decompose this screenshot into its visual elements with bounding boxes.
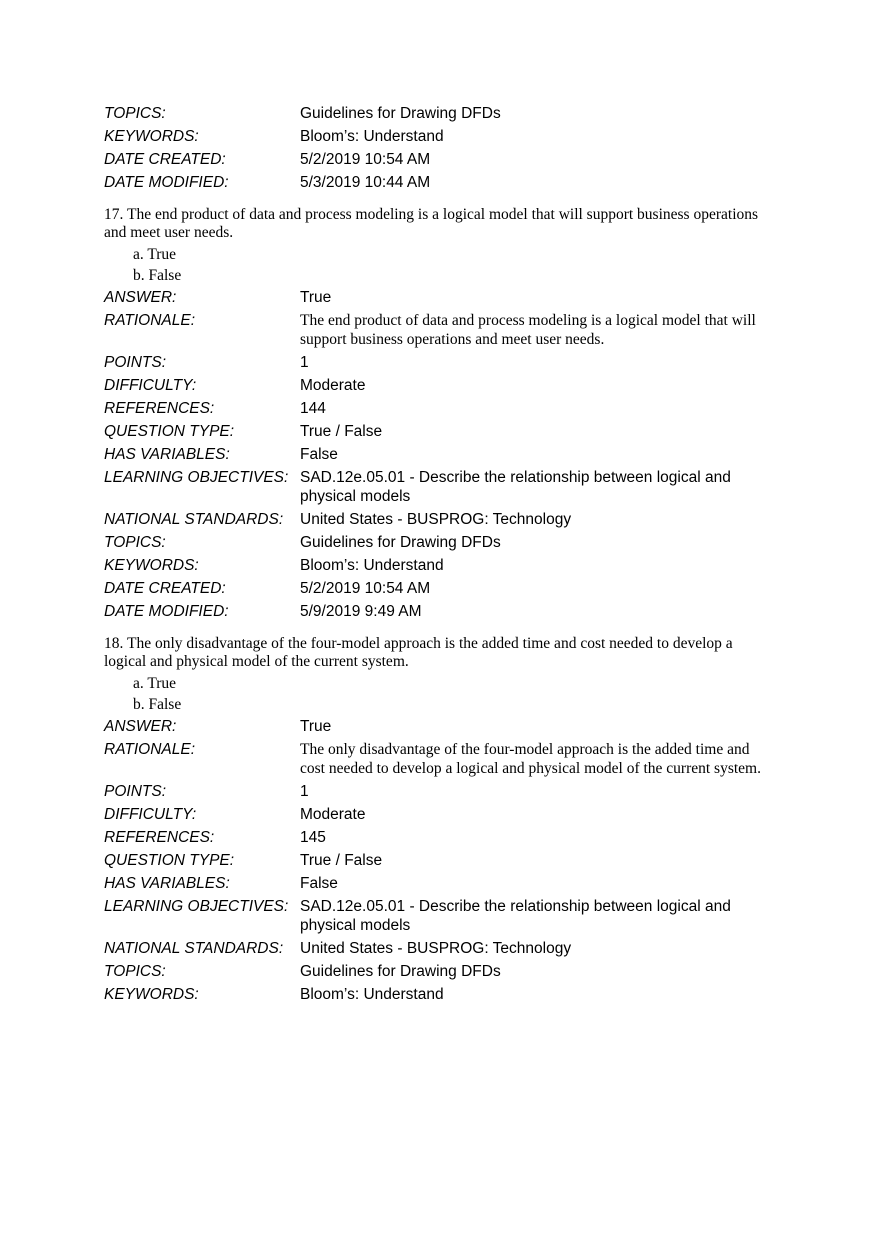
meta-label: ANSWER: <box>104 718 177 735</box>
meta-value: 144 <box>300 400 326 417</box>
meta-row-question-type <box>104 851 776 870</box>
meta-value: Bloom’s: Understand <box>300 986 444 1003</box>
meta-value: 5/2/2019 10:54 AM <box>300 151 431 168</box>
meta-row-references <box>104 828 776 847</box>
meta-row-answer <box>104 288 776 307</box>
meta-row-date-created <box>104 150 776 169</box>
meta-row-references <box>104 399 776 418</box>
meta-label: DATE MODIFIED: <box>104 603 229 620</box>
meta-row-learning-objectives <box>104 897 776 935</box>
question-text: 18. The only disadvantage of the four-model approach is the added time and cost needed to develop a logical and physical model of the current system. <box>104 635 733 670</box>
meta-row-learning-objectives <box>104 468 776 506</box>
meta-row-difficulty <box>104 376 776 395</box>
meta-row-points <box>104 353 776 372</box>
meta-value: False <box>300 446 338 463</box>
meta-label: POINTS: <box>104 783 167 800</box>
meta-row-topics <box>104 533 776 552</box>
meta-row-difficulty <box>104 805 776 824</box>
meta-row-keywords <box>104 985 776 1004</box>
choice-b: b. False <box>133 696 182 713</box>
meta-value: 5/3/2019 10:44 AM <box>300 174 431 191</box>
choice-b: b. False <box>133 267 182 284</box>
meta-value: Guidelines for Drawing DFDs <box>300 963 501 980</box>
choice-a: a. True <box>133 246 177 263</box>
meta-label: LEARNING OBJECTIVES: <box>104 898 289 915</box>
meta-label: TOPICS: <box>104 534 166 551</box>
meta-label: KEYWORDS: <box>104 128 199 145</box>
meta-value: 1 <box>300 354 309 371</box>
meta-row-national-standards <box>104 939 776 958</box>
meta-row-date-created <box>104 579 776 598</box>
answer-value: True <box>300 718 332 735</box>
question-17 <box>104 206 776 621</box>
meta-label: HAS VARIABLES: <box>104 875 230 892</box>
meta-row-points <box>104 782 776 801</box>
meta-row-has-variables <box>104 874 776 893</box>
question-18 <box>104 635 776 1004</box>
meta-value: 145 <box>300 829 326 846</box>
meta-label: HAS VARIABLES: <box>104 446 230 463</box>
meta-label: NATIONAL STANDARDS: <box>104 940 284 957</box>
meta-row-rationale <box>104 740 776 778</box>
meta-value: Moderate <box>300 806 366 823</box>
meta-label: DATE CREATED: <box>104 580 226 597</box>
question-text: 17. The end product of data and process modeling is a logical model that will support business operations and meet user needs. <box>104 206 759 241</box>
meta-label: QUESTION TYPE: <box>104 423 235 440</box>
meta-row-national-standards <box>104 510 776 529</box>
meta-value: 1 <box>300 783 309 800</box>
meta-value: Guidelines for Drawing DFDs <box>300 105 501 122</box>
meta-label: ANSWER: <box>104 289 177 306</box>
meta-value: 5/2/2019 10:54 AM <box>300 580 431 597</box>
meta-label: KEYWORDS: <box>104 557 199 574</box>
meta-value: True / False <box>300 423 383 440</box>
meta-row-keywords <box>104 556 776 575</box>
meta-label: REFERENCES: <box>104 829 215 846</box>
meta-row-rationale <box>104 311 776 349</box>
meta-label: NATIONAL STANDARDS: <box>104 511 284 528</box>
meta-row-date-modified <box>104 173 776 192</box>
meta-value: United States - BUSPROG: Technology <box>300 940 572 957</box>
meta-row-answer <box>104 717 776 736</box>
meta-row-keywords <box>104 127 776 146</box>
meta-value: Guidelines for Drawing DFDs <box>300 534 501 551</box>
meta-label: TOPICS: <box>104 105 166 122</box>
meta-label: DATE CREATED: <box>104 151 226 168</box>
meta-label: REFERENCES: <box>104 400 215 417</box>
meta-label: RATIONALE: <box>104 741 196 758</box>
meta-label: KEYWORDS: <box>104 986 199 1003</box>
meta-label: DIFFICULTY: <box>104 806 197 823</box>
choice-a: a. True <box>133 675 177 692</box>
answer-choices <box>104 244 776 286</box>
meta-label: DIFFICULTY: <box>104 377 197 394</box>
meta-value: False <box>300 875 338 892</box>
meta-label: RATIONALE: <box>104 312 196 329</box>
meta-value: 5/9/2019 9:49 AM <box>300 603 422 620</box>
meta-row-date-modified <box>104 602 776 621</box>
meta-label: POINTS: <box>104 354 167 371</box>
meta-row-has-variables <box>104 445 776 464</box>
meta-value: SAD.12e.05.01 - Describe the relationship between logical and physical models <box>300 469 731 505</box>
meta-value: Moderate <box>300 377 366 394</box>
meta-row-question-type <box>104 422 776 441</box>
meta-label: LEARNING OBJECTIVES: <box>104 469 289 486</box>
answer-choices <box>104 673 776 715</box>
meta-value: United States - BUSPROG: Technology <box>300 511 572 528</box>
meta-label: DATE MODIFIED: <box>104 174 229 191</box>
meta-value: Bloom’s: Understand <box>300 557 444 574</box>
meta-label: TOPICS: <box>104 963 166 980</box>
meta-value: Bloom’s: Understand <box>300 128 444 145</box>
rationale-value: The only disadvantage of the four-model approach is the added time and cost needed to develop a logical and physical model of the current system. <box>300 741 761 777</box>
meta-value: True / False <box>300 852 383 869</box>
rationale-value: The end product of data and process modeling is a logical model that will support business operations and meet user needs. <box>300 312 756 348</box>
meta-row-topics <box>104 962 776 981</box>
previous-question-metadata <box>104 104 776 192</box>
answer-value: True <box>300 289 332 306</box>
meta-value: SAD.12e.05.01 - Describe the relationship between logical and physical models <box>300 898 731 934</box>
document-page <box>104 104 776 1008</box>
meta-row-topics <box>104 104 776 123</box>
meta-label: QUESTION TYPE: <box>104 852 235 869</box>
